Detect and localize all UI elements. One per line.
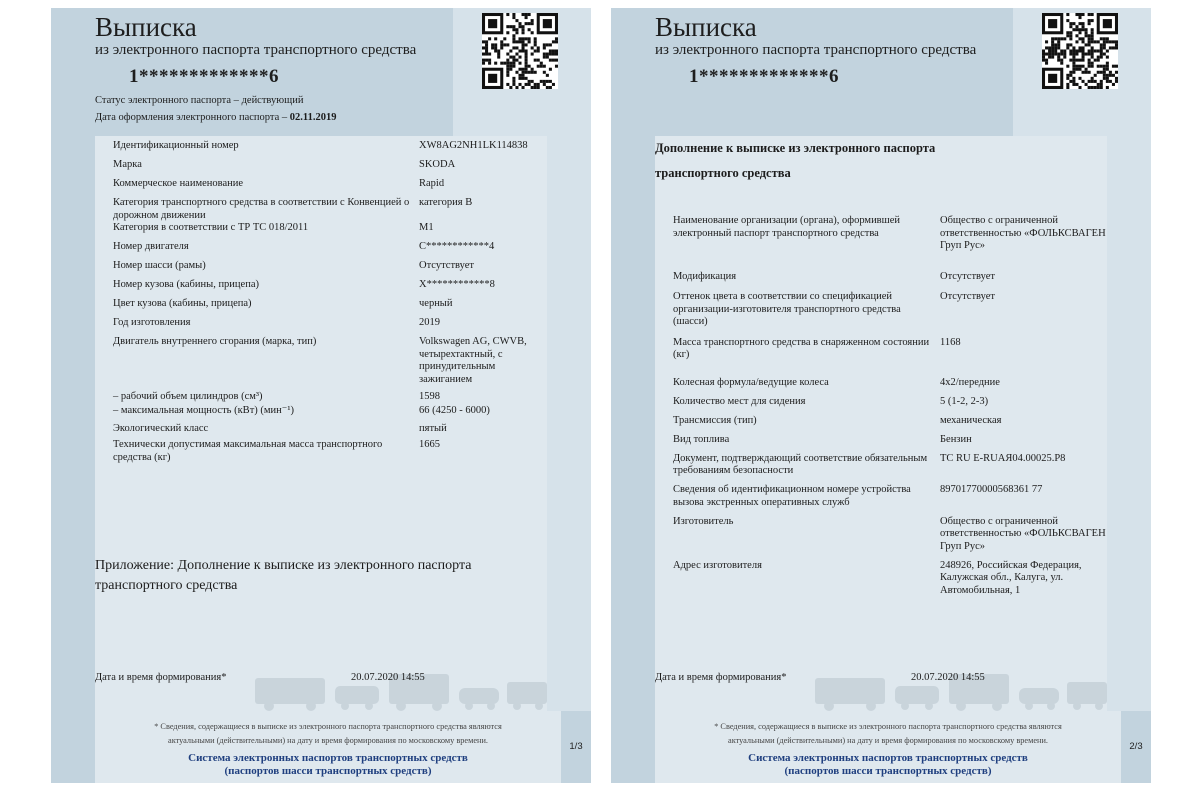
field-row <box>673 509 1123 553</box>
field-value: XW8AG2NH1LK114838 <box>419 140 528 151</box>
field-value: ТС RU E-RUАЯ04.00025.P8 <box>940 452 1066 464</box>
field-row <box>113 386 543 404</box>
field-value: 4x2/передние <box>940 376 1000 388</box>
field-row <box>673 215 1123 253</box>
field-row <box>673 389 1123 408</box>
field-label: Вид топлива <box>673 433 730 445</box>
field-row <box>113 222 543 235</box>
field-value: 66 (4250 - 6000) <box>419 405 490 416</box>
page-2 <box>611 8 1151 783</box>
footnote-line: актуальными (действительными) на дату и время формирования по московскому времени. <box>728 736 1048 745</box>
system-line: Система электронных паспортов транспортных средств <box>188 752 468 764</box>
field-value: категория B <box>419 197 473 208</box>
status-value: действующий <box>241 95 304 106</box>
passport-issue-date <box>95 112 336 123</box>
field-label: Двигатель внутреннего сгорания (марка, тип) <box>113 336 317 347</box>
field-value: C************4 <box>419 241 495 252</box>
field-row <box>673 427 1123 446</box>
field-row <box>673 446 1123 478</box>
field-row <box>113 273 543 292</box>
right-strip <box>547 136 591 711</box>
field-value: Отсутствует <box>940 270 995 282</box>
field-value: черный <box>419 298 453 309</box>
page-number: 2/3 <box>1129 741 1143 752</box>
field-label: Колесная формула/ведущие колеса <box>673 376 829 388</box>
field-row <box>113 418 543 436</box>
field-label: Категория в соответствии с ТР ТС 018/2011 <box>113 222 309 233</box>
field-row <box>113 172 543 191</box>
field-value: механическая <box>940 414 1002 426</box>
field-row <box>673 362 1123 390</box>
qr-code-icon <box>1042 13 1118 89</box>
passport-status <box>95 95 303 106</box>
field-value: 1598 <box>419 391 440 402</box>
field-value: 1665 <box>419 439 440 450</box>
field-row <box>113 311 543 330</box>
issue-label: Дата оформления электронного паспорта – <box>95 112 288 123</box>
field-label: Трансмиссия (тип) <box>673 414 757 426</box>
field-label: Сведения об идентификационном номере устройства вызова экстренных оперативных служб <box>673 484 911 508</box>
field-label: Документ, подтверждающий соответствие обязательным требованиям безопасности <box>673 452 928 476</box>
passport-number: 1*************6 <box>129 66 279 87</box>
field-label: Технически допустимая максимальная масса транспортного средства (кг) <box>113 439 383 463</box>
field-row <box>673 553 1123 597</box>
footnote-line: актуальными (действительными) на дату и время формирования по московскому времени. <box>168 736 488 745</box>
field-label: Год изготовления <box>113 317 191 328</box>
field-label: – рабочий объем цилиндров (см³) <box>113 391 263 402</box>
status-label: Статус электронного паспорта – <box>95 95 239 106</box>
field-value: 248926, Российская Федерация, Калужская обл., Калуга, ул. Автомобильная, 1 <box>940 559 1082 596</box>
field-label: Адрес изготовителя <box>673 559 762 571</box>
issue-value: 02.11.2019 <box>289 112 337 123</box>
field-label: – максимальная мощность (кВт) (мин⁻¹) <box>113 405 294 416</box>
field-row <box>113 404 543 418</box>
field-value: M1 <box>419 222 434 233</box>
system-line: Система электронных паспортов транспортных средств <box>748 752 1028 764</box>
field-row <box>113 330 543 387</box>
field-row <box>673 478 1123 510</box>
field-label: Цвет кузова (кабины, прицепа) <box>113 298 252 309</box>
formation-label: Дата и время формирования* <box>95 672 227 683</box>
field-row <box>113 435 543 464</box>
page-number: 1/3 <box>569 741 583 752</box>
footnote <box>95 720 561 748</box>
bottom-left-block <box>611 711 655 783</box>
field-label: Номер двигателя <box>113 241 189 252</box>
footnote-line: * Сведения, содержащиеся в выписке из электронного паспорта транспортного средства являются <box>714 722 1062 731</box>
field-row <box>113 153 543 172</box>
field-value: X************8 <box>419 279 495 290</box>
field-value: Общество с ограниченной ответственностью «ФОЛЬКСВАГЕН Груп Рус» <box>940 515 1106 552</box>
footnote-line: * Сведения, содержащиеся в выписке из электронного паспорта транспортного средства являются <box>154 722 502 731</box>
field-label: Оттенок цвета в соответствии со спецификацией организации-изготовителя транспортного средства (шасси) <box>673 291 901 327</box>
qr-code-icon <box>482 13 558 89</box>
field-label: Номер шасси (рамы) <box>113 260 206 271</box>
field-value: 2019 <box>419 317 440 328</box>
field-value: Бензин <box>940 433 972 445</box>
field-label: Экологический класс <box>113 422 209 434</box>
field-row <box>673 329 1123 362</box>
field-label: Марка <box>113 159 142 170</box>
field-row <box>113 292 543 311</box>
field-label: Масса транспортного средства в снаряженном состоянии (кг) <box>673 336 930 360</box>
system-line: (паспортов шасси транспортных средств) <box>224 764 432 777</box>
field-label: Модификация <box>673 270 737 282</box>
formation-value: 20.07.2020 14:55 <box>911 672 985 683</box>
field-row <box>113 140 543 153</box>
field-row <box>113 235 543 254</box>
field-label: Изготовитель <box>673 515 734 527</box>
document-title: Выписка <box>95 12 197 42</box>
field-value: пятый <box>419 422 447 434</box>
field-value: 5 (1-2, 2-3) <box>940 395 989 407</box>
field-row <box>673 408 1123 427</box>
bottom-left-block <box>51 711 95 783</box>
field-value: Отсутствует <box>940 291 995 302</box>
field-row <box>113 191 543 223</box>
field-label: Количество мест для сидения <box>673 395 806 407</box>
formation-label: Дата и время формирования* <box>655 672 787 683</box>
field-value: Общество с ограниченной ответственностью «ФОЛЬКСВАГЕН Груп Рус» <box>940 215 1106 251</box>
formation-value: 20.07.2020 14:55 <box>351 672 425 683</box>
field-value: 1168 <box>940 336 961 348</box>
field-label: Коммерческое наименование <box>113 178 244 189</box>
field-row <box>673 253 1123 284</box>
field-value: Rapid <box>419 178 445 189</box>
document-subtitle: из электронного паспорта транспортного средства <box>95 42 417 58</box>
field-value: Volkswagen AG, CWVB, четырехтактный, с принудительным зажиганием <box>419 336 527 385</box>
vehicle-fields-table <box>113 140 543 464</box>
system-name <box>655 752 1121 777</box>
field-label: Наименование организации (органа), оформившей электронный паспорт транспортного средства <box>673 215 901 239</box>
system-line: (паспортов шасси транспортных средств) <box>784 764 992 777</box>
field-label: Идентификационный номер <box>113 140 239 151</box>
field-label: Категория транспортного средства в соответствии с Конвенцией о дорожном движении <box>113 197 410 221</box>
field-value: Отсутствует <box>419 260 474 271</box>
document-title: Выписка <box>655 12 757 42</box>
field-label: Номер кузова (кабины, прицепа) <box>113 279 259 290</box>
field-value: SKODA <box>419 159 456 170</box>
document-subtitle: из электронного паспорта транспортного средства <box>655 42 977 58</box>
field-value: 89701770000568361 77 <box>940 484 1043 495</box>
system-name <box>95 752 561 777</box>
passport-number: 1*************6 <box>689 66 839 87</box>
supplement-title: Дополнение к выписке из электронного паспорта транспортного средства <box>655 141 936 180</box>
footnote <box>655 720 1121 748</box>
supplement-fields-table <box>673 215 1123 597</box>
appendix-note: Приложение: Дополнение к выписке из электронного паспорта транспортного средства <box>95 558 472 593</box>
field-row <box>673 283 1123 329</box>
field-row <box>113 254 543 273</box>
page-1 <box>51 8 591 783</box>
